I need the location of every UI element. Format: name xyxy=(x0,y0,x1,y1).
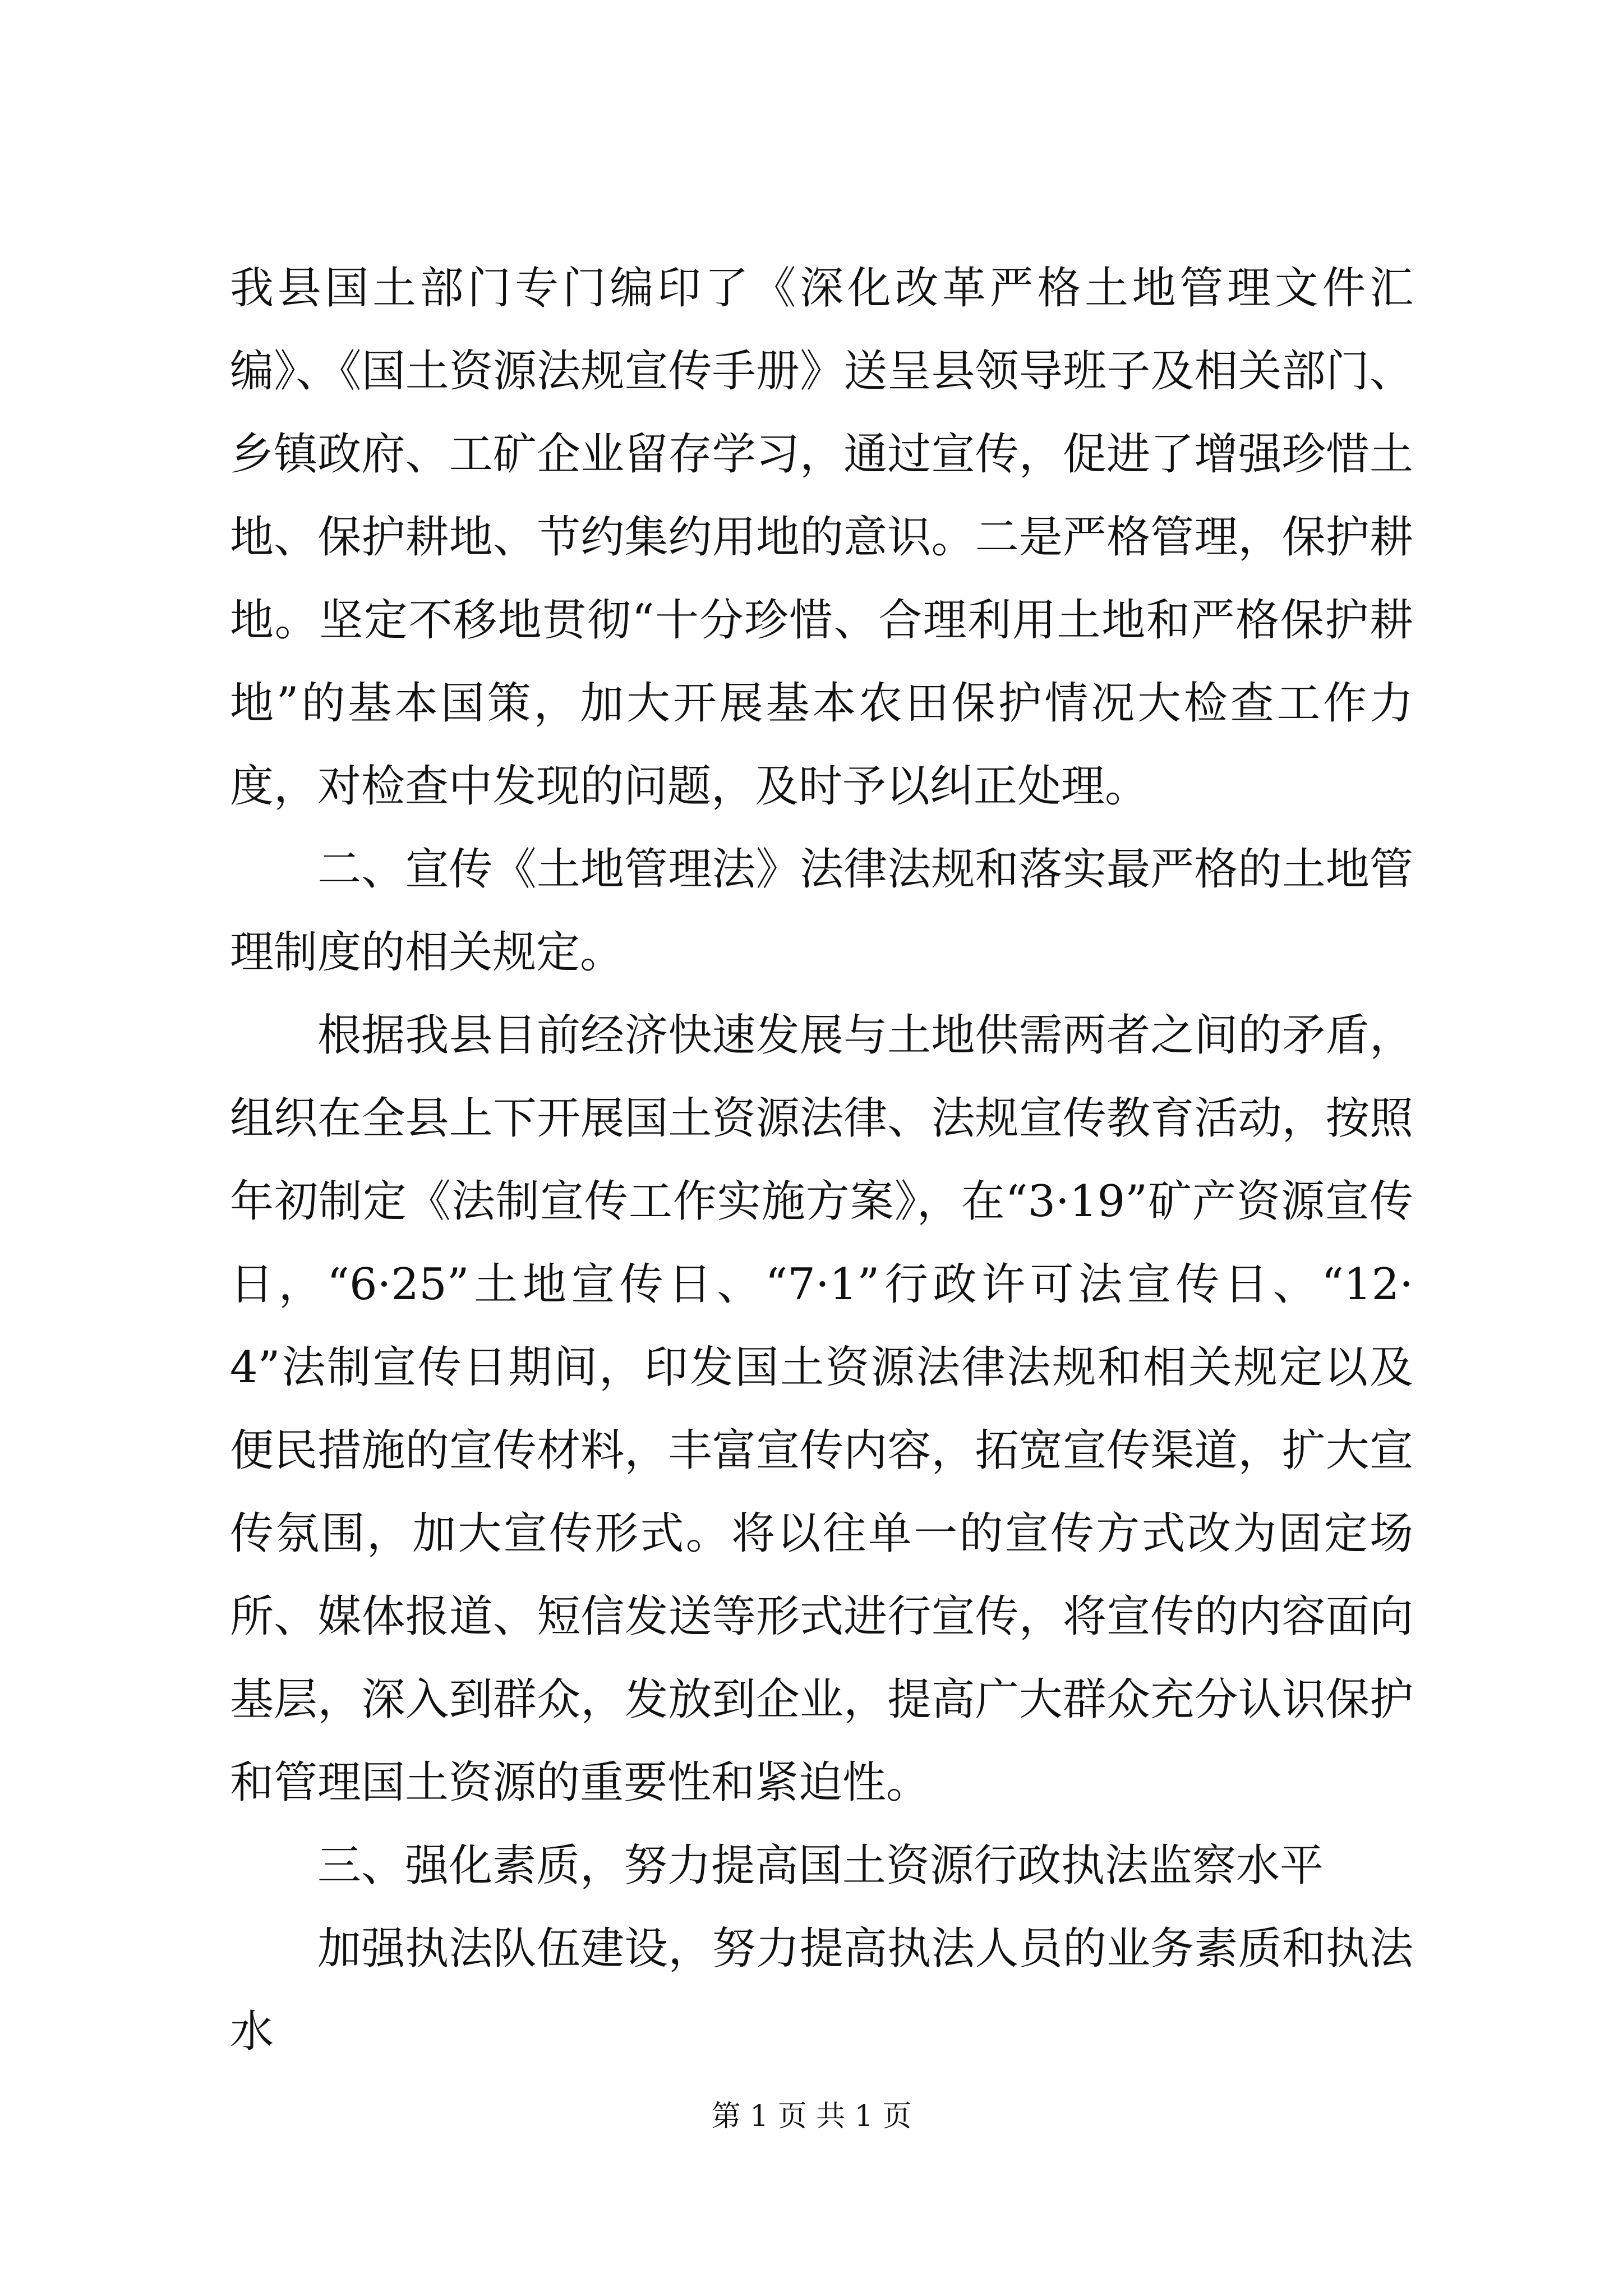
paragraph-3: 根据我县目前经济快速发展与土地供需两者之间的矛盾，组织在全县上下开展国土资源法律、法规宣传教育活动，按照年初制定《法制宣传工作实施方案》，在“3·19”矿产资源宣传日，“6·25”土地宣传日、“7·1”行政许可法宣传日、“12·4”法制宣传日期间，印发国土资源法律法规和相关规定以及便民措施的宣传材料，丰富宣传内容，拓宽宣传渠道，扩大宣传氛围，加大宣传形式。将以往单一的宣传方式改为固定场所、媒体报道、短信发送等形式进行宣传，将宣传的内容面向基层，深入到群众，发放到企业，提高广大群众充分认识保护和管理国土资源的重要性和紧迫性。 xyxy=(230,1010,1413,1808)
paragraph-4-heading: 三、强化素质，努力提高国土资源行政执法监察水平 xyxy=(317,1841,1324,1891)
page-number-footer: 第 1 页 共 1 页 xyxy=(711,2100,912,2133)
paragraph-5: 加强执法队伍建设，努力提高执法人员的业务素质和执法水 xyxy=(230,1924,1413,2057)
document-body xyxy=(230,247,1413,2073)
paragraph-1: 我县国土部门专门编印了《深化改革严格土地管理文件汇编》、《国土资源法规宣传手册》送呈县领导班子及相关部门、乡镇政府、工矿企业留存学习，通过宣传，促进了增强珍惜土地、保护耕地、节约集约用地的意识。二是严格管理，保护耕地。坚定不移地贯彻“十分珍惜、合理利用土地和严格保护耕地”的基本国策，加大开展基本农田保护情况大检查工作力度，对检查中发现的问题，及时予以纠正处理。 xyxy=(230,263,1413,812)
paragraph-2-heading: 二、宣传《土地管理法》法律法规和落实最严格的土地管理制度的相关规定。 xyxy=(230,844,1413,978)
